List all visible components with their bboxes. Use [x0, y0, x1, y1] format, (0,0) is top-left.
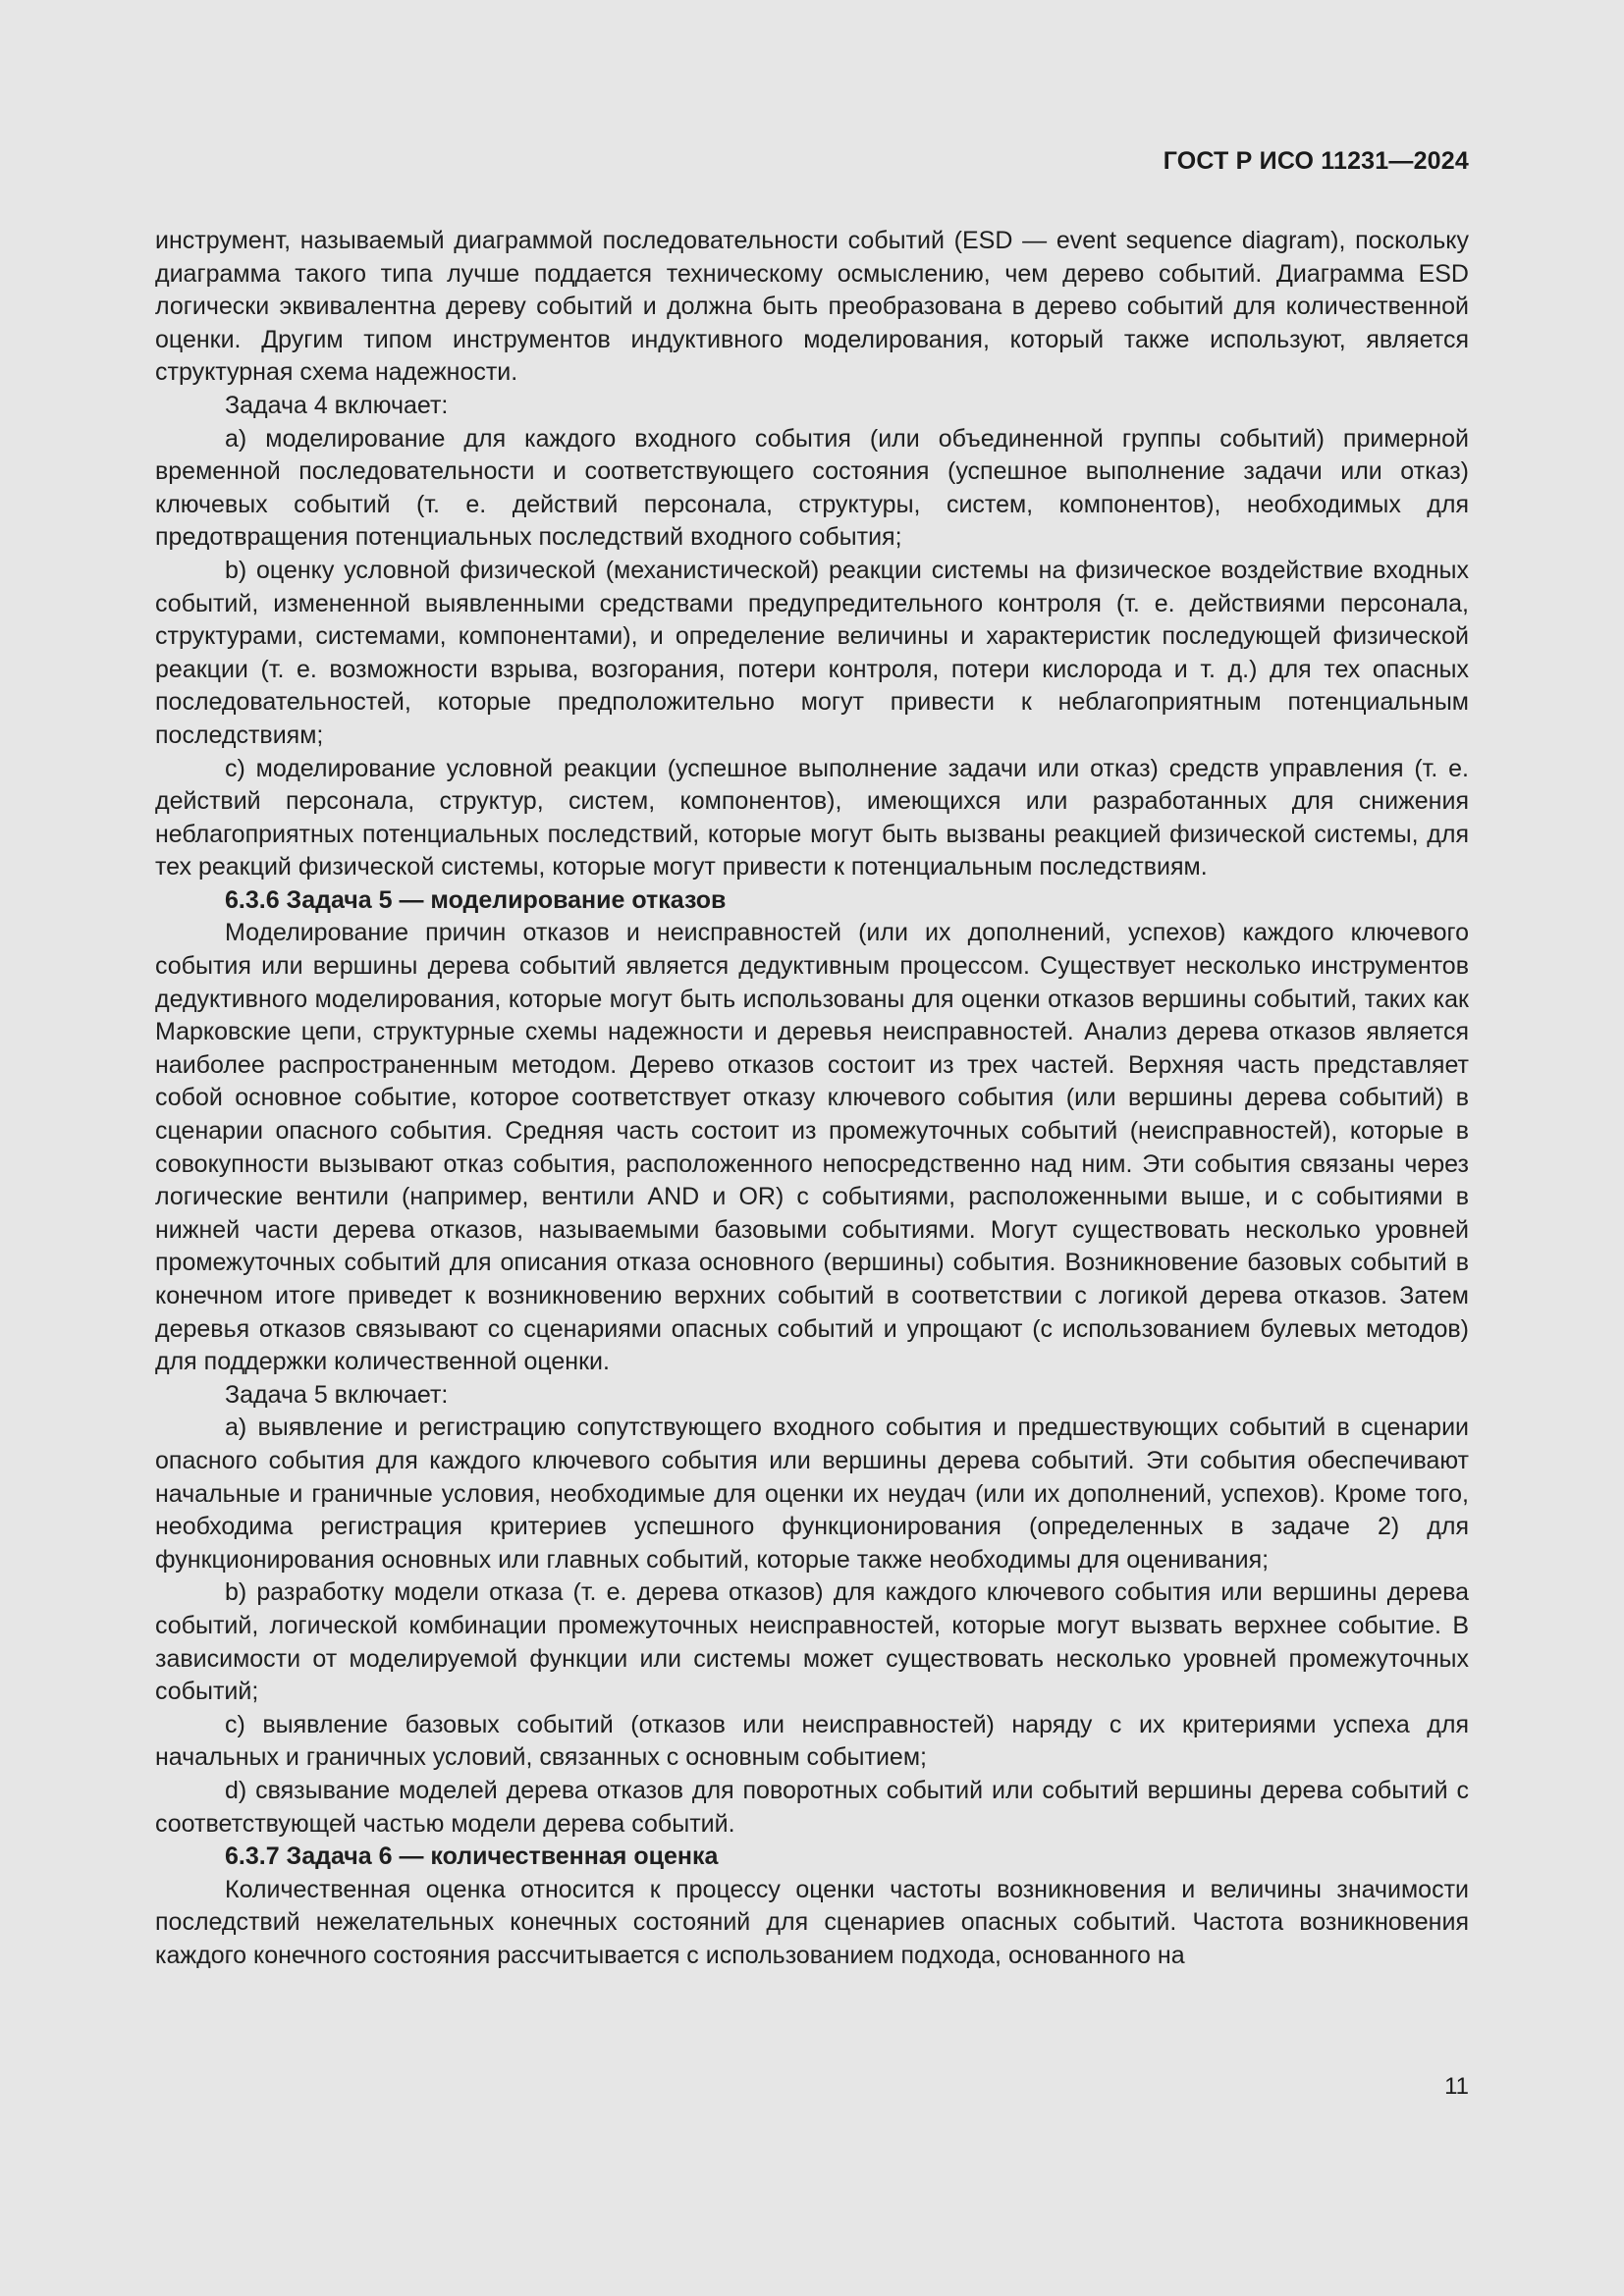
section-heading-6-3-6: 6.3.6 Задача 5 — моделирование отказов — [225, 885, 727, 914]
task4-item-b: b) оценку условной физической (механистической) реакции системы на физическое воздействие входных событий, измененной выявленными средствами предупредительного контроля (т. е. действиями персонала, структурами, системами, компонентами), и определение величины и характеристик последующей физической реакции (т. е. возможности взрыва, возгорания, потери контроля, потери кислорода и т. д.) для тех опасных последовательностей, которые предположительно могут привести к неблагоприятным потенциальным последствиям; — [155, 556, 1469, 749]
task4-intro: Задача 4 включает: — [225, 391, 449, 419]
paragraph-esd-continuation: инструмент, называемый диаграммой последовательности событий (ESD — event sequence diagram), поскольку диаграмма такого типа лучше поддается техническому осмыслению, чем дерево событий. Диаграмма ESD логически эквивалентна дереву событий и должна быть преобразована в дерево событий для количественной оценки. Другим типом инструментов индуктивного моделирования, который также используют, является структурная схема надежности. — [155, 227, 1469, 387]
task5-intro: Задача 5 включает: — [225, 1380, 449, 1409]
task4-item-c: c) моделирование условной реакции (успешное выполнение задачи или отказ) средств управления (т. е. действий персонала, структур, систем, компонентов), имеющихся или разработанных для снижения неблагоприятных потенциальных последствий, которые могут быть вызваны реакцией физической системы, для тех реакций физической системы, которые могут привести к потенциальным последствиям. — [155, 754, 1469, 881]
page-number: 11 — [1444, 2073, 1469, 2100]
body-text — [155, 225, 1469, 1972]
task5-item-b: b) разработку модели отказа (т. е. дерева отказов) для каждого ключевого события или вершины дерева событий, логической комбинации промежуточных неисправностей, которые могут вызвать верхнее событие. В зависимости от моделируемой функции или системы может существовать несколько уровней промежуточных событий; — [155, 1578, 1469, 1706]
task5-item-a: a) выявление и регистрацию сопутствующего входного события и предшествующих событий в сценарии опасного события для каждого ключевого события или вершины дерева событий. Эти события обеспечивают начальные и граничные условия, необходимые для оценки их неудач (или их дополнений, успехов). Кроме того, необходима регистрация критериев успешного функционирования (определенных в задаче 2) для функционирования основных или главных событий, которые также необходимы для оценивания; — [155, 1414, 1469, 1574]
standard-designation: ГОСТ Р ИСО 11231—2024 — [1163, 147, 1469, 175]
task4-item-a: a) моделирование для каждого входного события (или объединенной группы событий) примерной временной последовательности и соответствующего состояния (успешное выполнение задачи или отказ) ключевых событий (т. е. действий персонала, структуры, систем, компонентов), необходимых для предотвращения потенциальных последствий входного события; — [155, 424, 1469, 552]
section-heading-6-3-7: 6.3.7 Задача 6 — количественная оценка — [225, 1842, 719, 1871]
task5-item-c: c) выявление базовых событий (отказов или неисправностей) наряду с их критериями успеха для начальных и граничных условий, связанных с основным событием; — [155, 1710, 1469, 1772]
paragraph-failure-modeling: Моделирование причин отказов и неисправностей (или их дополнений, успехов) каждого ключевого события или вершины дерева событий является дедуктивным процессом. Существует несколько инструментов дедуктивного моделирования, которые могут быть использованы для оценки отказов вершины событий, таких как Марковские цепи, структурные схемы надежности и деревья неисправностей. Анализ дерева отказов является наиболее распространенным методом. Дерево отказов состоит из трех частей. Верхняя часть представляет собой основное событие, которое соответствует отказу ключевого события (или вершины дерева событий) в сценарии опасного события. Средняя часть состоит из промежуточных событий (неисправностей), которые в совокупности вызывают отказ события, расположенного непосредственно над ним. Эти события связаны через логические вентили (например, вентили AND и OR) с событиями, расположенными выше, и с событиями в нижней части дерева отказов, называемыми базовыми событиями. Могут существовать несколько уровней промежуточных событий для описания отказа основного (вершины) события. Возникновение базовых событий в конечном итоге приведет к возникновению верхних событий в соответствии с логикой дерева отказов. Затем деревья отказов связывают со сценариями опасных событий и упрощают (с использованием булевых методов) для поддержки количественной оценки. — [155, 919, 1469, 1376]
paragraph-quantification: Количественная оценка относится к процессу оценки частоты возникновения и величины значимости последствий нежелательных конечных состояний для сценариев опасных событий. Частота возникновения каждого конечного состояния рассчитывается с использованием подхода, основанного на — [155, 1875, 1469, 1969]
task5-item-d: d) связывание моделей дерева отказов для поворотных событий или событий вершины дерева событий с соответствующей частью модели дерева событий. — [155, 1776, 1469, 1838]
